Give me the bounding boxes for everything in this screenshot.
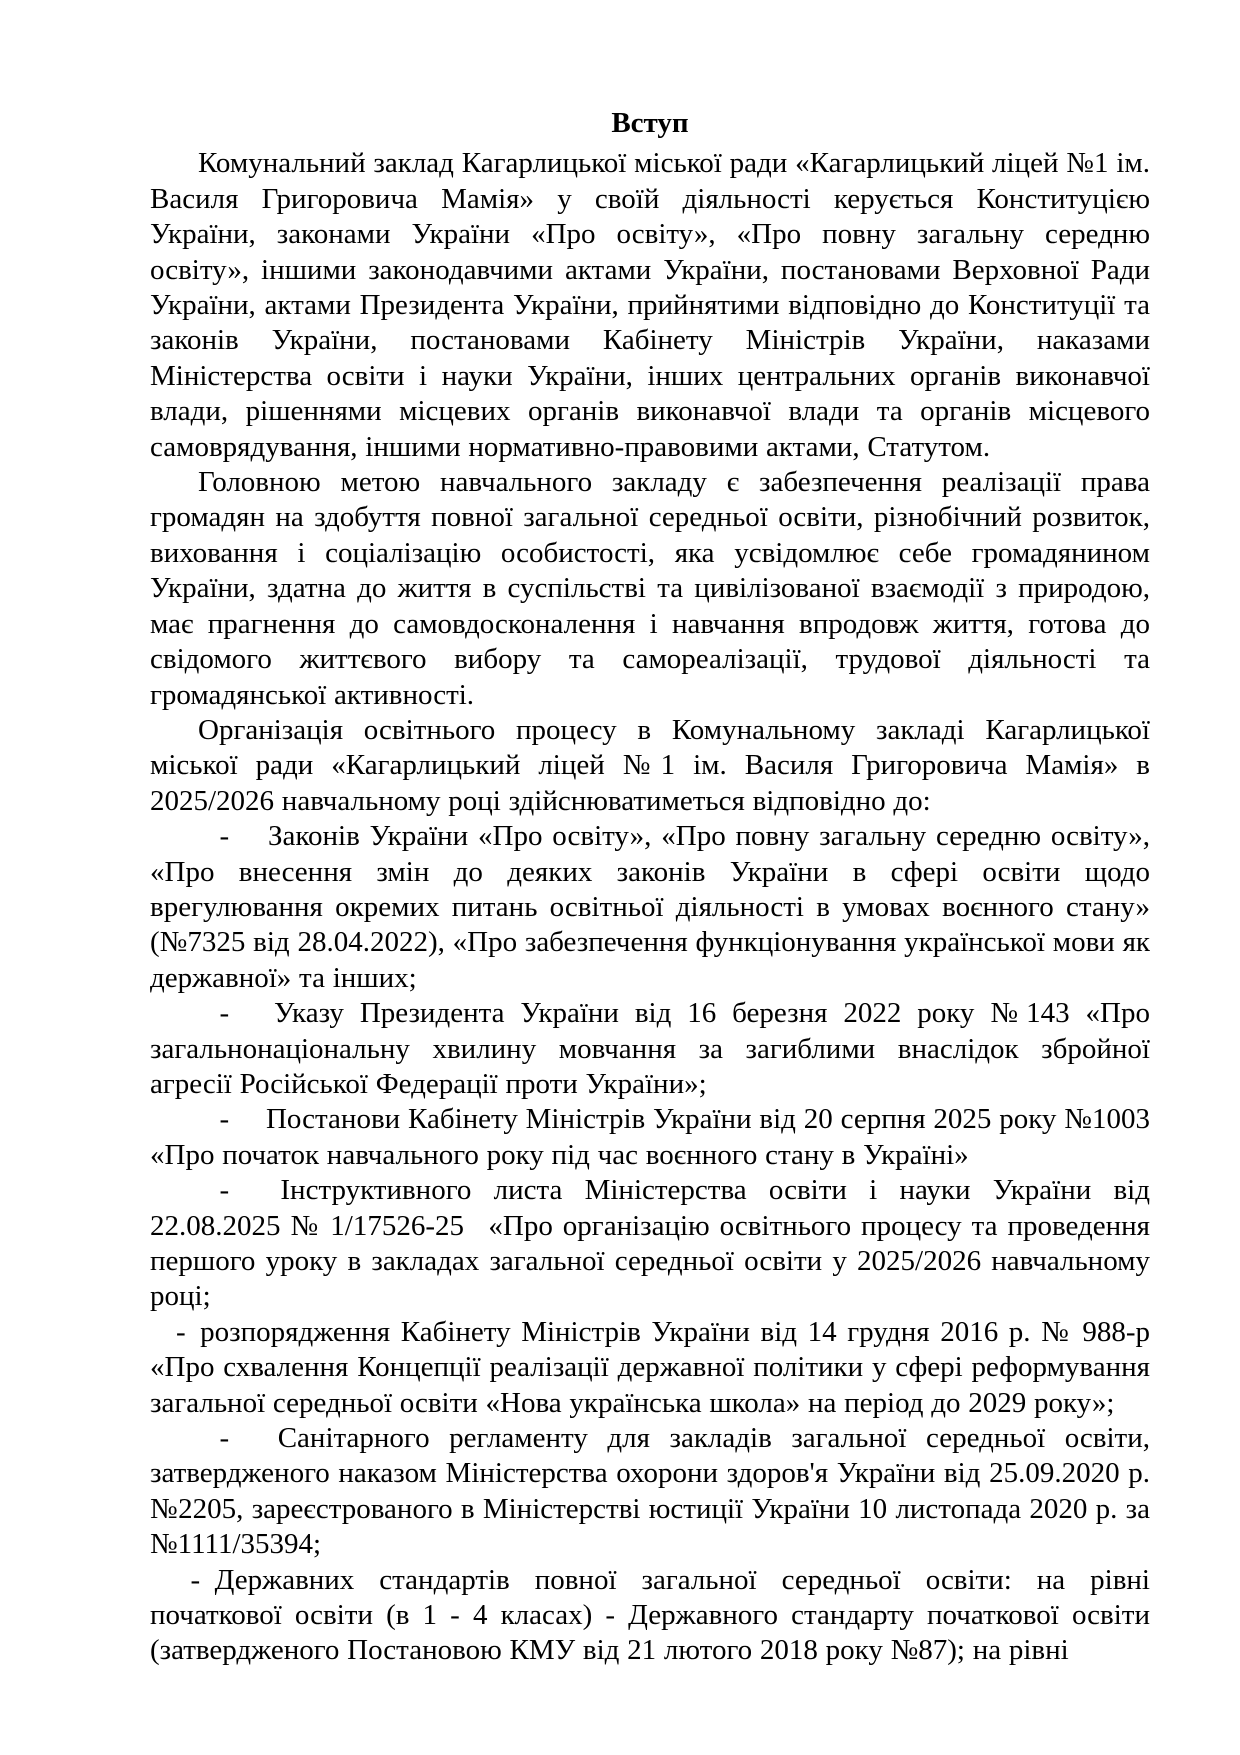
list-item-cabinet-order-988: - розпорядження Кабінету Міністрів України від 14 грудня 2016 р. № 988-р «Про схвалення Концепції реалізації державної політики у сфері реформування загальної середньої освіти «Нова українська школа» на період до 2029 року»;	[150, 1315, 1150, 1419]
page-title: Вступ	[611, 107, 689, 139]
paragraph-organization-intro: Організація освітнього процесу в Комунальному закладі Кагарлицької міської ради «Кагарлицький ліцей №1 ім. Василя Григоровича Мамія» в 2025/2026 навчальному році здійснюватиметься відповідно до:	[150, 713, 1150, 817]
paragraph-legal-foundation: Комунальний заклад Кагарлицької міської ради «Кагарлицький ліцей №1 ім. Василя Григоровича Мамія» у своїй діяльності керується Конституцією України, законами України «Про освіту», «Про повну загальну середню освіту», іншими законодавчими актами України, постановами Верховної Ради України, актами Президента України, прийнятими відповідно до Конституції та законів України, постановами Кабінету Міністрів України, наказами Міністерства освіти і науки України, інших центральних органів виконавчої влади, рішеннями місцевих органів виконавчої влади та органів місцевого самоврядування, іншими нормативно-правовими актами, Статутом.	[150, 147, 1150, 463]
paragraph-main-goal: Головною метою навчального закладу є забезпечення реалізації права громадян на здобуття повної загальної середньої освіти, різнобічний розвиток, виховання і соціалізацію особистості, яка усвідомлює себе громадянином України, здатна до життя в суспільстві та цивілізованої взаємодії з природою, має прагнення до самовдосконалення і навчання впродовж життя, готова до свідомого життєвого вибору та самореалізації, трудової діяльності та громадянської активності.	[150, 466, 1150, 711]
list-item-state-standards: - Державних стандартів повної загальної середньої освіти: на рівні початкової освіти (в 1 - 4 класах) - Державного стандарту початкової освіти (затвердженого Постановою КМУ від 21 лютого 2018 року №87); на рівні	[150, 1563, 1150, 1667]
list-item-instructive-letter: - Інструктивного листа Міністерства освіти і науки України від 22.08.2025 № 1/17526-25 «Про організацію освітнього процесу та проведення першого уроку в закладах загальної середньої освіти у 2025/2026 навчальному році;	[150, 1174, 1150, 1313]
list-item-cabinet-resolution-1003: - Постанови Кабінету Міністрів України від 20 серпня 2025 року №1003 «Про початок навчального року під час воєнного стану в Україні»	[150, 1103, 1150, 1171]
list-item-laws-of-ukraine: - Законів України «Про освіту», «Про повну загальну середню освіту», «Про внесення змін до деяких законів України в сфері освіти щодо врегулювання окремих питань освітньої діяльності в умовах воєнного стану» (№7325 від 28.04.2022), «Про забезпечення функціонування української мови як державної» та інших;	[150, 820, 1150, 994]
list-item-presidential-decree-143: - Указу Президента України від 16 березня 2022 року №143 «Про загальнонаціональну хвилину мовчання за загиблими внаслідок збройної агресії Російської Федерації проти України»;	[150, 997, 1150, 1100]
list-item-sanitary-regulation: - Санітарного регламенту для закладів загальної середньої освіти, затвердженого наказом Міністерства охорони здоров'я України від 25.09.2020 р. №2205, зареєстрованого в Міністерстві юстиції України 10 листопада 2020 р. за №1111/35394;	[150, 1422, 1150, 1561]
